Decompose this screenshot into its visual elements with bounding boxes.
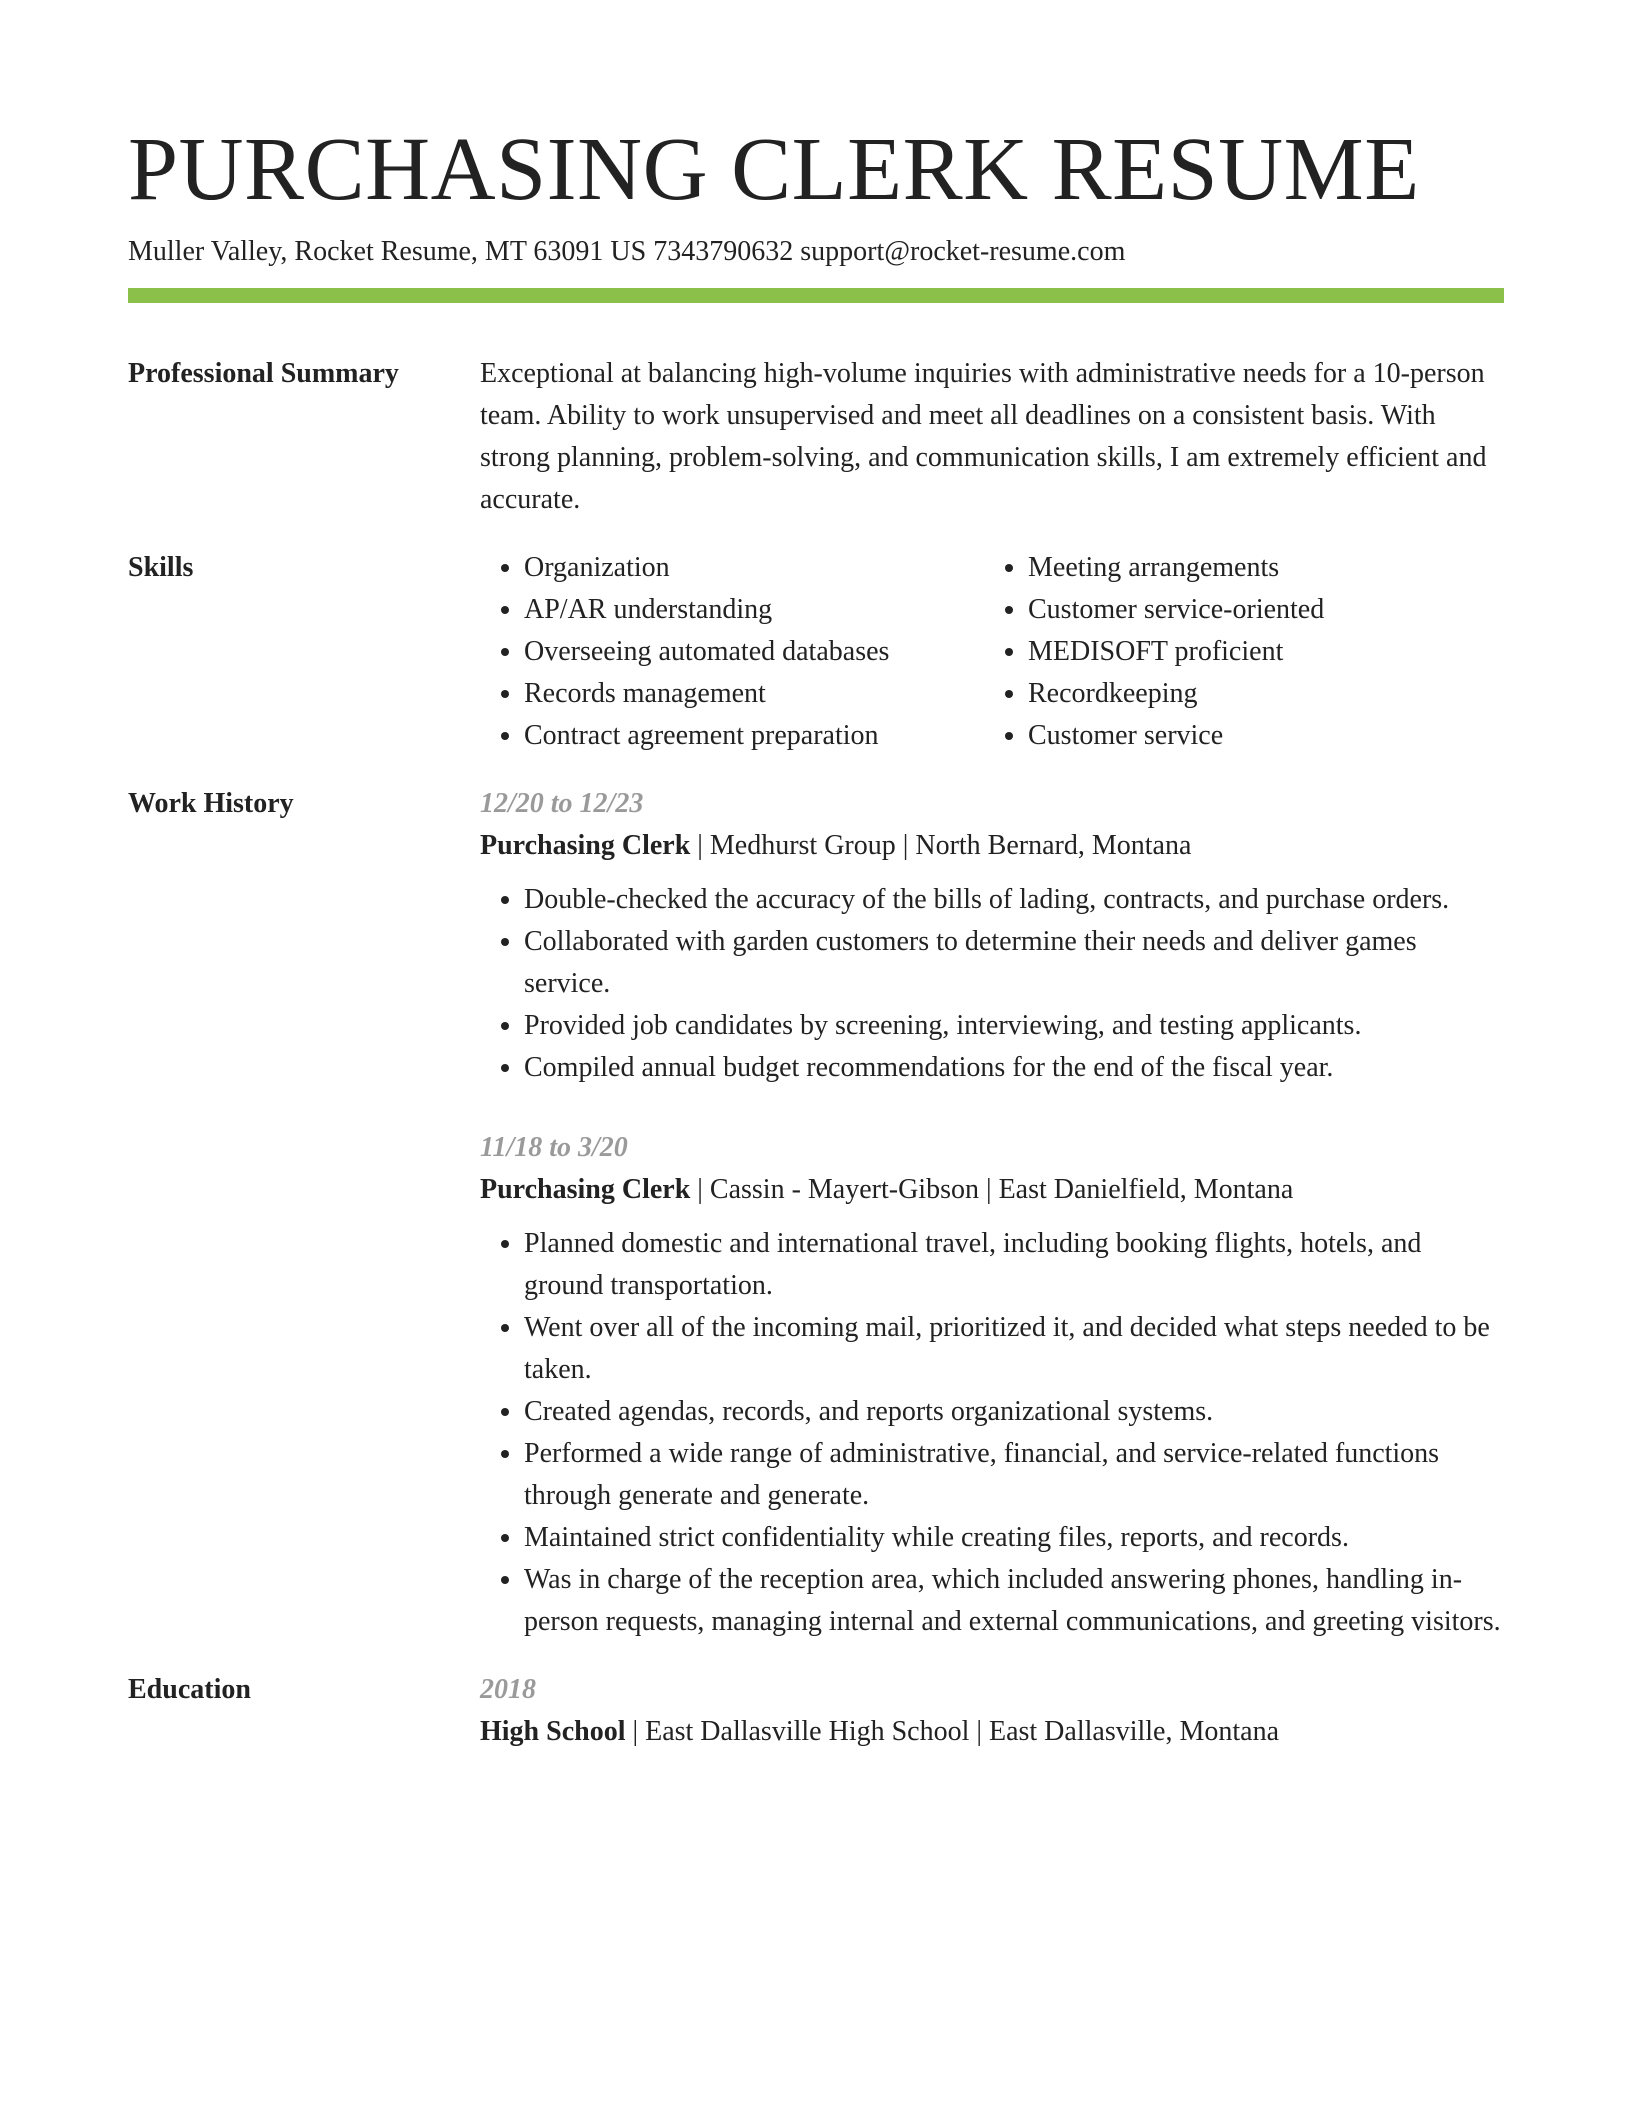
job-title: Purchasing Clerk bbox=[480, 830, 691, 861]
job-details: | Cassin - Mayert-Gibson | East Danielfield, Montana bbox=[690, 1174, 1294, 1205]
skill-item: • Recordkeeping bbox=[1028, 673, 1548, 715]
education-heading bbox=[480, 1711, 1504, 1753]
education-body bbox=[480, 1669, 1504, 1753]
skills-list-left bbox=[480, 547, 984, 757]
accent-divider bbox=[128, 288, 1504, 303]
skill-item: • Records management bbox=[524, 673, 984, 715]
skill-item: • AP/AR understanding bbox=[524, 589, 984, 631]
job-entry bbox=[480, 1127, 1504, 1643]
skills-columns bbox=[480, 547, 1504, 757]
skills-list-right bbox=[984, 547, 1548, 757]
contact-line: Muller Valley, Rocket Resume, MT 63091 US 7343790632 support@rocket-resume.com bbox=[128, 236, 1126, 267]
skills-label: Skills bbox=[128, 552, 194, 583]
job-bullet: • Compiled annual budget recommendations for the end of the fiscal year. bbox=[524, 1047, 1504, 1089]
job-heading bbox=[480, 825, 1504, 867]
summary-section bbox=[128, 353, 1504, 521]
education-degree: High School bbox=[480, 1716, 626, 1747]
skills-section bbox=[128, 547, 1504, 757]
job-heading bbox=[480, 1169, 1504, 1211]
job-dates: 12/20 to 12/23 bbox=[480, 788, 644, 819]
skill-item: • Overseeing automated databases bbox=[524, 631, 984, 673]
skill-item: • MEDISOFT proficient bbox=[1028, 631, 1548, 673]
skill-item: • Customer service-oriented bbox=[1028, 589, 1548, 631]
job-bullet: • Planned domestic and international travel, including booking flights, hotels, and ground transportation. bbox=[524, 1223, 1504, 1307]
skill-item: • Customer service bbox=[1028, 715, 1548, 757]
job-bullet: • Maintained strict confidentiality while creating files, reports, and records. bbox=[524, 1517, 1504, 1559]
job-bullet: • Provided job candidates by screening, interviewing, and testing applicants. bbox=[524, 1005, 1504, 1047]
job-bullet: • Collaborated with garden customers to determine their needs and deliver games service. bbox=[524, 921, 1504, 1005]
education-date: 2018 bbox=[480, 1674, 536, 1705]
job-title: Purchasing Clerk bbox=[480, 1174, 691, 1205]
job-entry bbox=[480, 783, 1504, 1089]
job-bullet: • Performed a wide range of administrative, financial, and service-related functions through generate and generate. bbox=[524, 1433, 1504, 1517]
work-history-label: Work History bbox=[128, 788, 294, 819]
job-bullet: • Created agendas, records, and reports organizational systems. bbox=[524, 1391, 1504, 1433]
job-dates: 11/18 to 3/20 bbox=[480, 1132, 628, 1163]
summary-text: Exceptional at balancing high-volume inquiries with administrative needs for a 10-person team. Ability to work unsupervised and meet all deadlines on a consistent basis. With strong planning, problem-solving, and communication skills, I am extremely efficient and accurate. bbox=[480, 358, 1487, 515]
work-history-body bbox=[480, 783, 1504, 1643]
job-bullets bbox=[480, 879, 1504, 1089]
job-bullet: • Was in charge of the reception area, which included answering phones, handling in-person requests, managing internal and external communications, and greeting visitors. bbox=[524, 1559, 1504, 1643]
work-history-section bbox=[128, 783, 1504, 1643]
job-bullet: • Went over all of the incoming mail, prioritized it, and decided what steps needed to be taken. bbox=[524, 1307, 1504, 1391]
skill-item: • Contract agreement preparation bbox=[524, 715, 984, 757]
skill-item: • Organization bbox=[524, 547, 984, 589]
job-details: | Medhurst Group | North Bernard, Montana bbox=[690, 830, 1192, 861]
job-bullet: • Double-checked the accuracy of the bills of lading, contracts, and purchase orders. bbox=[524, 879, 1504, 921]
summary-body bbox=[480, 353, 1504, 521]
skill-item: • Meeting arrangements bbox=[1028, 547, 1548, 589]
education-details: | East Dallasville High School | East Dallasville, Montana bbox=[625, 1716, 1280, 1747]
education-section bbox=[128, 1669, 1504, 1753]
education-label: Education bbox=[128, 1674, 251, 1705]
job-bullets bbox=[480, 1223, 1504, 1643]
resume-title: PURCHASING CLERK RESUME bbox=[128, 120, 1420, 219]
summary-label: Professional Summary bbox=[128, 358, 399, 389]
